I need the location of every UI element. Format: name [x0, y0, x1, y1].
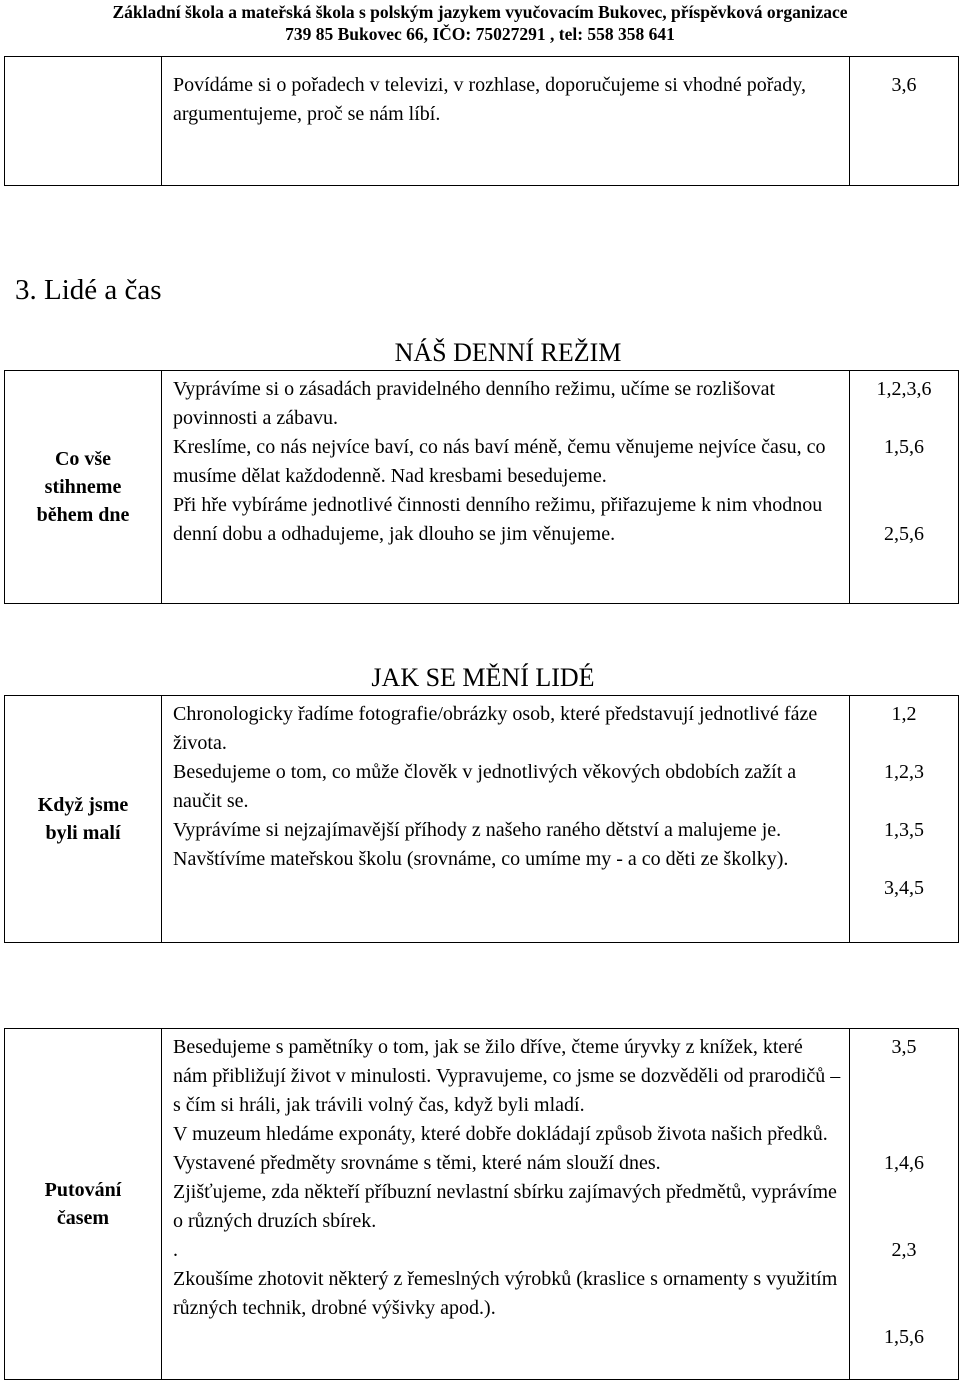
- top-value-cell: [850, 57, 959, 186]
- top-text-cell: [162, 57, 850, 186]
- section1-row-text: Při hře vybíráme jednotlivé činnosti denního režimu, přiřazujeme k nim vhodnou denní dobu a odhadujeme, jak dlouho se jim věnujeme.: [173, 494, 823, 545]
- section3-row-value: 3,5: [891, 1036, 917, 1058]
- section3-row-text: V muzeum hledáme exponáty, které dobře dokládají způsob života našich předků. Vystavené předměty srovnáme s těmi, které nám slouží dnes.: [173, 1123, 828, 1174]
- section1-left-label: Co vše stihneme během dne: [36, 448, 130, 526]
- section3-row-text: .: [173, 1239, 178, 1261]
- section2-row-value: 1,2: [891, 703, 917, 725]
- section2-left-cell: [5, 696, 162, 943]
- section3-table: [4, 1028, 959, 1380]
- top-table: [4, 56, 959, 186]
- section2-value-cell: [850, 696, 959, 943]
- section3-row-text: Zjišťujeme, zda někteří příbuzní nevlastní sbírku zajímavých předmětů, vyprávíme o různých druzích sbírek.: [173, 1181, 837, 1232]
- section3-row-value: 1,5,6: [884, 1326, 924, 1348]
- section3-row-value: 1,4,6: [884, 1152, 924, 1174]
- section2-row-text: Besedujeme o tom, co může člověk v jednotlivých věkových obdobích zažít a naučit se.: [173, 761, 797, 812]
- section1-text-cell: [162, 371, 850, 604]
- section3-left-cell: [5, 1029, 162, 1380]
- section2-title: JAK SE MĚNÍ LIDÉ: [371, 663, 595, 692]
- section1-row-value: 1,2,3,6: [876, 378, 932, 400]
- section1-row-value: 1,5,6: [884, 436, 924, 458]
- section2-row-value: 1,3,5: [884, 819, 924, 841]
- section1-row-text: Kreslíme, co nás nejvíce baví, co nás baví méně, čemu věnujeme nejvíce času, co musíme dělat každodenně. Nad kresbami besedujeme.: [173, 436, 826, 487]
- section2-row-text: Vyprávíme si nejzajímavější příhody z našeho raného dětství a malujeme je.: [173, 819, 782, 841]
- header-line-1: Základní škola a mateřská škola s polským jazykem vyučovacím Bukovec, příspěvková organizace: [112, 2, 848, 22]
- section1-row-value: 2,5,6: [884, 523, 924, 545]
- section3-row-text: Besedujeme s pamětníky o tom, jak se žilo dříve, čteme úryvky z knížek, které nám přibližují život v minulosti. Vypravujeme, co jsme se dozvěděli od prarodičů – s čím si hráli, jak trávili volný čas, když byli mladí.: [173, 1036, 841, 1116]
- top-value: 3,6: [891, 74, 917, 96]
- chapter-title: 3. Lidé a čas: [15, 274, 162, 306]
- section3-value-cell: [850, 1029, 959, 1380]
- section1-row-text: Vyprávíme si o zásadách pravidelného denního režimu, učíme se rozlišovat povinnosti a zábavu.: [173, 378, 776, 429]
- top-left-cell: [5, 57, 162, 186]
- top-text: Povídáme si o pořadech v televizi, v rozhlase, doporučujeme si vhodné pořady, argumentujeme, proč se nám líbí.: [173, 74, 806, 125]
- section1-value-cell: [850, 371, 959, 604]
- section1-table: [4, 370, 959, 604]
- section2-row-text: Navštívíme mateřskou školu (srovnáme, co umíme my - a co děti ze školky).: [173, 848, 789, 870]
- header-line-2: 739 85 Bukovec 66, IČO: 75027291 , tel: 558 358 641: [285, 24, 675, 44]
- section2-row-value: 1,2,3: [884, 761, 924, 783]
- section2-row-text: Chronologicky řadíme fotografie/obrázky osob, které představují jednotlivé fáze života.: [173, 703, 818, 754]
- section2-text-cell: [162, 696, 850, 943]
- section3-row-value: 2,3: [891, 1239, 917, 1261]
- section3-row-text: Zkoušíme zhotovit některý z řemeslných výrobků (kraslice s ornamenty s využitím různých technik, drobné výšivky apod.).: [173, 1268, 838, 1319]
- section2-table: [4, 695, 959, 943]
- section3-left-label: Putování časem: [44, 1179, 122, 1229]
- section1-left-cell: [5, 371, 162, 604]
- section3-text-cell: [162, 1029, 850, 1380]
- section1-title: NÁŠ DENNÍ REŽIM: [394, 338, 622, 367]
- section2-left-label: Když jsme byli malí: [37, 794, 129, 844]
- section2-row-value: 3,4,5: [884, 877, 924, 899]
